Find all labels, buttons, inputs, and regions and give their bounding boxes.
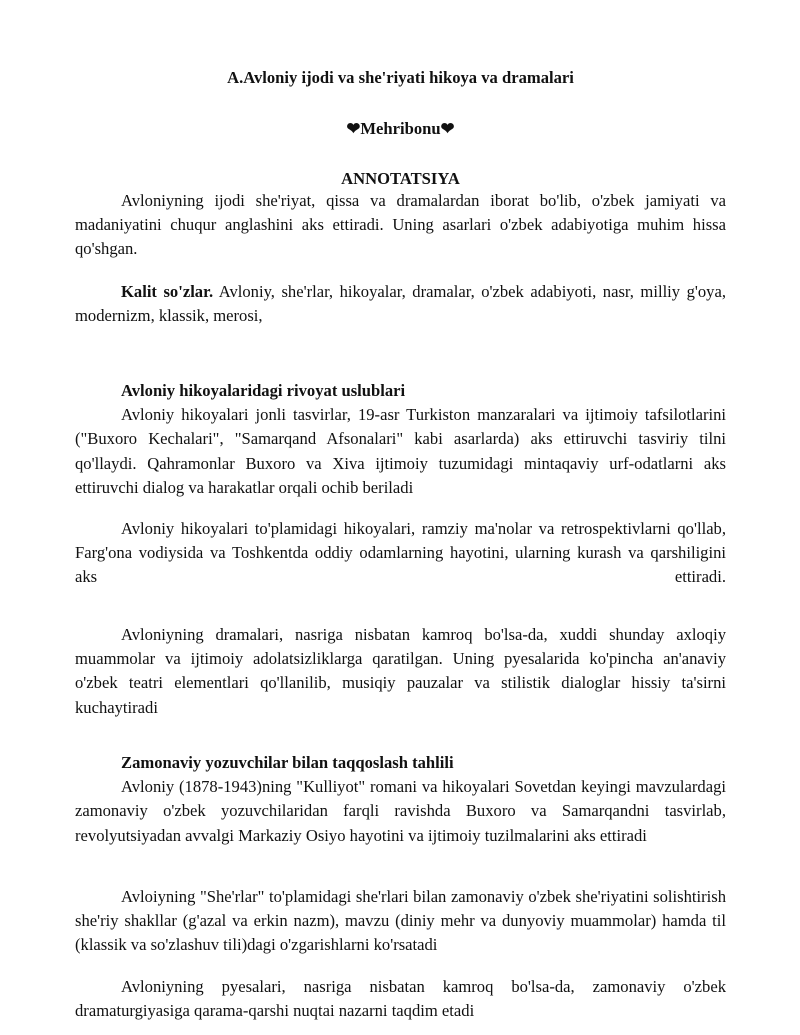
section-2-paragraph-3: Avloniyning pyesalari, nasriga nisbatan kamroq bo'lsa-da, zamonaviy o'zbek dramaturgiyasiga qarama-qarshi nuqtai nazarni taqdim etadi bbox=[75, 977, 726, 1021]
annotation-heading: ANNOTATSIYA bbox=[341, 169, 460, 188]
keywords-block bbox=[75, 280, 726, 328]
document-title: A.Avloniy ijodi va she'riyati hikoya va dramalari bbox=[227, 68, 574, 87]
keywords-paragraph bbox=[75, 280, 726, 328]
section-2-heading: Zamonaviy yozuvchilar bilan taqqoslash tahlili bbox=[121, 753, 454, 772]
section-2-paragraph-3-block bbox=[75, 975, 726, 1023]
annotation-paragraph: Avloniyning ijodi she'riyat, qissa va dramalardan iborat bo'lib, o'zbek jamiyati va madaniyatini chuqur anglashini aks ettiradi. Uning asarlari o'zbek adabiyotiga muhim hissa qo'shgan. bbox=[75, 191, 726, 259]
section-1-paragraph-1: Avloniy hikoyalari jonli tasvirlar, 19-asr Turkiston manzaralari va ijtimoiy tafsilotlarini ("Buxoro Kechalari", "Samarqand Afsonalari" kabi asarlarda) aks ettiruvchi tasviriy tilni qo'llaydi. Qahramonlar Buxoro va Xiva ijtimoiy tuzumidagi mintaqaviy urf-odatlarni aks ettiruvchi dialog va harakatlar orqali ochib beriladi bbox=[75, 405, 726, 497]
author-name: ❤Mehribonu❤ bbox=[346, 119, 455, 138]
section-1-paragraph-3: Avloniyning dramalari, nasriga nisbatan kamroq bo'lsa-da, xuddi shunday axloqiy muammolar va ijtimoiy adolatsizliklarga qaratilgan. Uning pyesalarida ko'pincha an'anaviy o'zbek teatri elementlari qo'llanilib, musiqiy pauzalar va stilistik dialoglar hissiy ta'sirni kuchaytiradi bbox=[75, 625, 726, 717]
section-2-paragraph-2: Avloiyning "She'rlar" to'plamidagi she'rlari bilan zamonaviy o'zbek she'riyatini solishtirish she'riy shakllar (g'azal va erkin nazm), mavzu (diniy mehr va dunyoviy muammolar) hamda til (klassik va so'zlashuv tili)dagi o'zgarishlarni ko'rsatadi bbox=[75, 887, 726, 955]
section-1-paragraph-2-block bbox=[75, 517, 726, 590]
annotation-block bbox=[75, 189, 726, 262]
section-1 bbox=[75, 379, 726, 500]
section-1-paragraph-2: Avloniy hikoyalari to'plamidagi hikoyalari, ramziy ma'nolar va retrospektivlarni qo'llab, Farg'ona vodiysida va Toshkentda oddiy odamlarning hayotini, ularning kurash va qarshiligini aks ettiradi. bbox=[75, 519, 726, 587]
section-1-paragraph-3-block bbox=[75, 623, 726, 720]
section-2-paragraph-1: Avloniy (1878-1943)ning "Kulliyot" romani va hikoyalari Sovetdan keyingi mavzulardagi zamonaviy o'zbek yozuvchilaridan farqli ravishda Buxoro va Samarqandni tasvirlab, revolyutsiyadan avvalgi Markaziy Osiyo hayotini va ijtimoiy tuzilmalarini aks ettiradi bbox=[75, 777, 726, 845]
section-1-heading: Avloniy hikoyalaridagi rivoyat uslublari bbox=[121, 381, 406, 400]
keywords-text: Avloniy, she'rlar, hikoyalar, dramalar, o'zbek adabiyoti, nasr, milliy g'oya, modernizm, klassik, merosi, bbox=[75, 282, 726, 326]
section-2-paragraph-2-block bbox=[75, 885, 726, 958]
keywords-label: Kalit so'zlar. bbox=[121, 282, 214, 301]
section-2 bbox=[75, 751, 726, 848]
